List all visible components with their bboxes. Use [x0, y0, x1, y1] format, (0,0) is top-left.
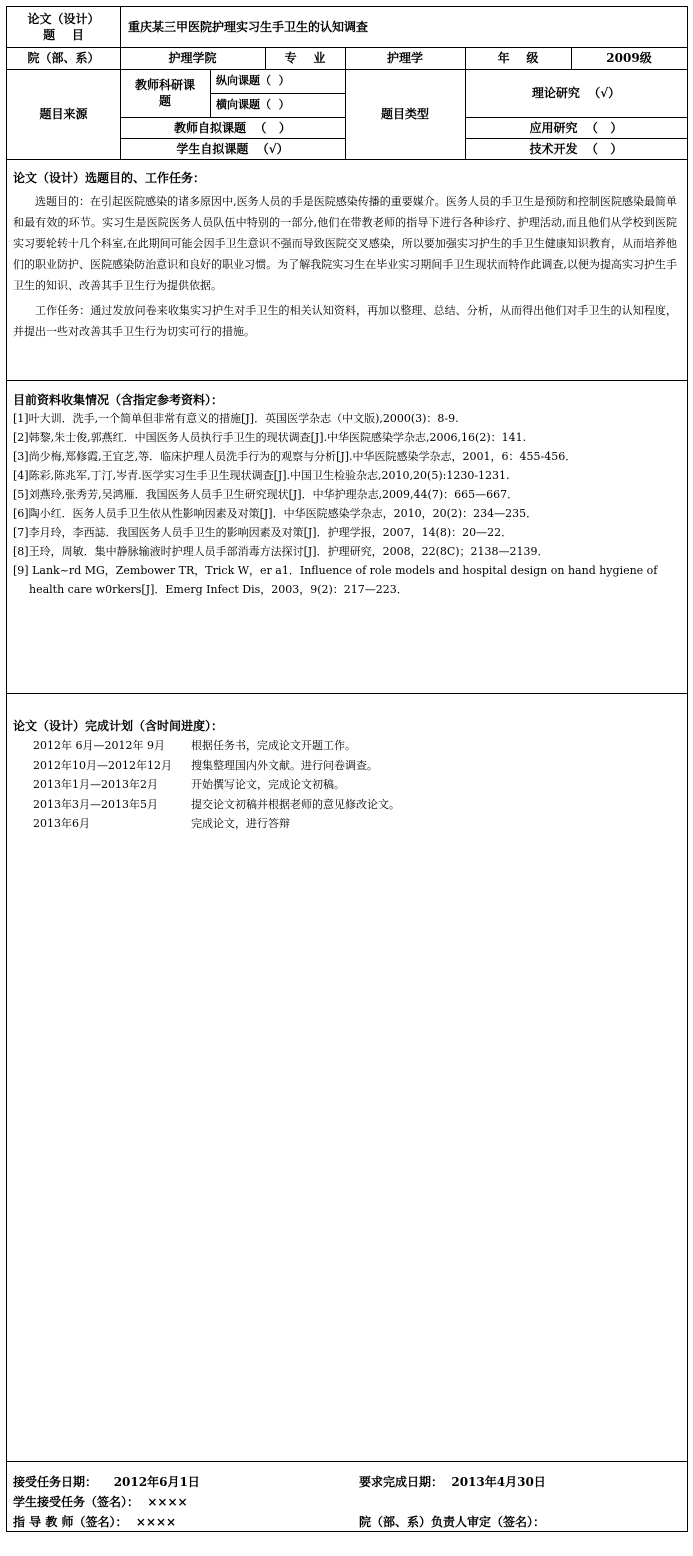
plan-row: [13, 775, 677, 795]
teacher-signature: 指 导 教 师（签名）： ××××: [13, 1515, 177, 1529]
thesis-title: 重庆某三甲医院护理实习生手卫生的认知调查: [128, 20, 369, 34]
purpose-heading: 论文（设计）选题目的、工作任务：: [13, 171, 206, 185]
due-date: 要求完成日期： 2013年4月30日: [359, 1475, 546, 1489]
task-paragraph: 工作任务：通过发放问卷来收集实习护生对手卫生的相关认知资料，再加以整理、总结、分析，从而得出他们对手卫生的认知程度，并提出一些对改善其手卫生行为切实可行的措施。: [13, 304, 677, 338]
title-label-line2: 题 目: [43, 28, 84, 42]
reference-item: [4]陈彩,陈兆军,丁汀,岑青.医学实习生手卫生现状调查[J].中国卫生检验杂志,2010,20(5):1230-1231.: [13, 469, 510, 482]
grade-label: 年 级: [497, 51, 539, 65]
type-label: 题目类型: [380, 107, 429, 121]
college-label: 院（部、系）: [27, 51, 100, 65]
horizontal-topic: 横向课题（ ）: [216, 98, 290, 111]
purpose-body: [13, 191, 677, 342]
reference-item: [9] Lank~rd MG，Zembower TR，Trick W，er a1．Influence of role models and hospital design on hand hygiene of health care w0rkers[J]．Emerg Infect Dis，2003，9(2)：217—223．: [13, 564, 658, 596]
reference-item: [5]刘燕玲,张秀芳,吴鸿雁．我国医务人员手卫生研究现状[J]．中华护理杂志,2009,44(7)：665—667．: [13, 488, 519, 501]
purpose-paragraph: 选题目的：在引起医院感染的诸多原因中,医务人员的手是医院感染传播的重要媒介。医务人员的手卫生是预防和控制医院感染最简单和最有效的环节。实习生是医院医务人员队伍中特别的一部分,他们在带教老师的指导下进行各种诊疗、护理活动,而且他们从学校到医院实习要轮转十几个科室,在此期间可能会因手卫生意识不强而导致医院交叉感染，所以要加强实习护生的手卫生健康知识教育，从而培养他们的职业防护、医院感染防治意识和良好的职业习惯。为了解我院实习生在毕业实习期间手卫生现状而特作此调查,以便为提高实习护生手卫生的知识、改善其手卫生行为提供依据。: [13, 195, 677, 292]
reference-list: [13, 409, 681, 599]
student-self-topic: 学生自拟课题 （√）: [176, 141, 289, 156]
college-value: 护理学院: [168, 51, 217, 65]
plan-date: 2012年10月—2012年12月: [33, 758, 172, 772]
title-label-line1: 论文（设计）: [27, 12, 100, 26]
applied-research: 应用研究 （ ）: [529, 120, 623, 135]
plan-date: 2013年1月—2013年2月: [33, 778, 158, 791]
title-label-cell: [7, 7, 120, 47]
plan-task: 根据任务书，完成论文开题工作。: [191, 739, 356, 752]
plan-row: [13, 736, 677, 756]
plan-heading: 论文（设计）完成计划（含时间进度）：: [13, 719, 224, 733]
student-signature: 学生接受任务（签名）： ××××: [13, 1495, 188, 1509]
plan-task: 完成论文，进行答辩: [191, 817, 290, 830]
references-heading: 目前资料收集情况（含指定参考资料）：: [13, 393, 224, 407]
receive-date: 接受任务日期： 2012年6月1日: [13, 1475, 200, 1489]
plan-row: [13, 814, 677, 834]
reference-item: [8]王玲，周敏．集中静脉输液时护理人员手部消毒方法探讨[J]．护理研究，2008，22(8C)；2138—2139．: [13, 545, 549, 558]
plan-date: 2012年 6月—2012年 9月: [33, 739, 165, 752]
theory-research: 理论研究 （√）: [531, 86, 621, 100]
reference-item: [7]李月玲，李西誌．我国医务人员手卫生的影响因素及对策[J]．护理学报，2007，14(8)：20—22．: [13, 526, 513, 539]
reference-item: [1]叶大训．洗手,一个简单但非常有意义的措施[J]．英国医学杂志（中文版),2000(3)：8-9.: [13, 412, 459, 425]
tech-development: 技术开发 （ ）: [529, 141, 623, 156]
teacher-research-line2: 题: [158, 94, 171, 108]
reference-item: [3]尚少梅,郑修霞,王宜芝,等．临床护理人员洗手行为的观察与分析[J].中华医院感染学杂志，2001，6：455-456．: [13, 450, 577, 463]
plan-row: [13, 756, 677, 776]
grade-value: 2009级: [606, 51, 652, 65]
reference-item: [2]韩黎,朱士俊,郭燕红．中国医务人员执行手卫生的现状调查[J].中华医院感染学杂志,2006,16(2)：141.: [13, 431, 527, 444]
department-signature: 院（部、系）负责人审定（签名）：: [359, 1515, 546, 1529]
task-book-form: [6, 6, 688, 1532]
reference-item: [6]陶小红．医务人员手卫生依从性影响因素及对策[J]．中华医院感染学杂志，2010，20(2)：234—235．: [13, 507, 538, 520]
teacher-research-line1: 教师科研课: [134, 78, 195, 92]
plan-task: 提交论文初稿并根据老师的意见修改论文。: [191, 797, 400, 811]
teacher-self-topic: 教师自拟课题 （ ）: [174, 120, 291, 135]
teacher-research-label: [120, 69, 210, 117]
source-label: 题目来源: [39, 107, 88, 121]
plan-task: 开始撰写论文，完成论文初稿。: [191, 778, 345, 791]
plan-date: 2013年6月: [33, 817, 90, 830]
major-label: 专 业: [284, 51, 326, 65]
plan-list: [13, 736, 677, 834]
plan-row: [13, 795, 677, 815]
vertical-topic: 纵向课题（ ）: [216, 74, 290, 87]
plan-date: 2013年3月—2013年5月: [33, 797, 158, 811]
major-value: 护理学: [386, 51, 423, 65]
plan-task: 搜集整理国内外文献。进行问卷调查。: [191, 758, 378, 772]
